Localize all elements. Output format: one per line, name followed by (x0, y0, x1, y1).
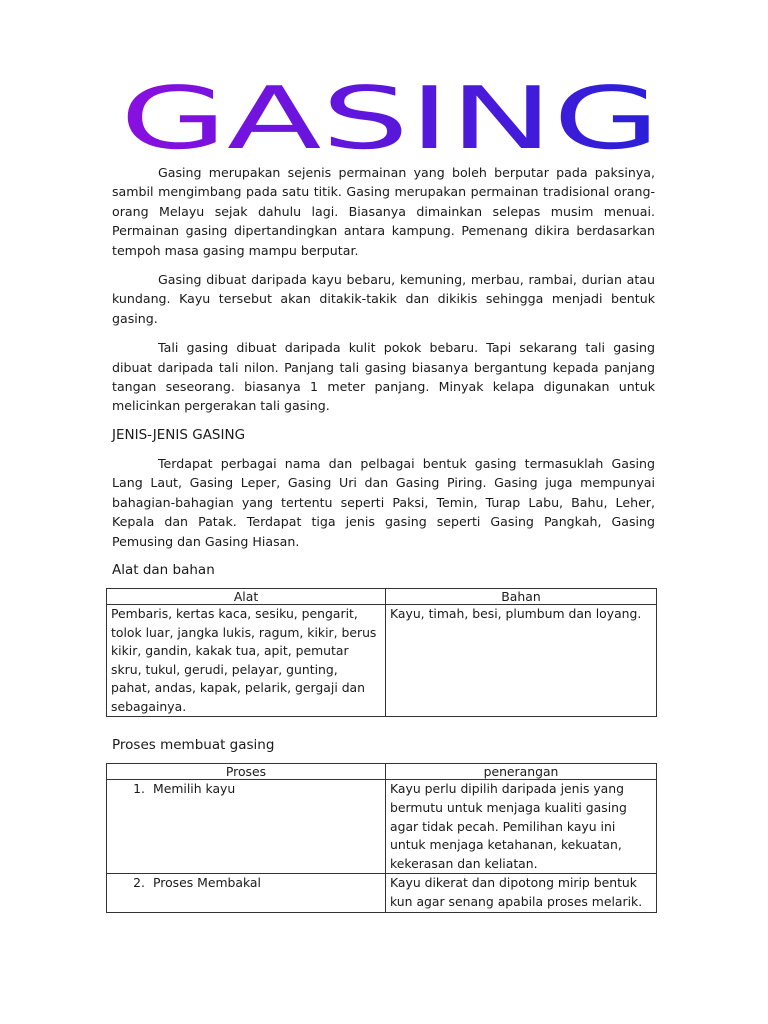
heading-alat-bahan: Alat dan bahan (112, 561, 215, 578)
document-title (110, 78, 670, 168)
document-body (112, 163, 655, 913)
step-label: Memilih kayu (153, 781, 236, 797)
column-header-alat: Alat (107, 588, 386, 604)
heading-proses: Proses membuat gasing (112, 737, 275, 754)
column-header-proses: Proses (107, 764, 386, 780)
proses-table (106, 763, 657, 912)
step-number: 1. (133, 781, 145, 797)
column-header-penerangan: penerangan (386, 764, 657, 780)
paragraph-string: Tali gasing dibuat daripada kulit pokok bebaru. Tapi sekarang tali gasing dibuat daripada tali nilon. Panjang tali gasing biasanya bergantung kepada panjang tangan seseorang. biasanya 1 meter panjang. Minyak kelapa digunakan untuk melicinkan pergerakan tali gasing. (112, 340, 655, 414)
cell-penerangan: Kayu dikerat dan dipotong mirip bentuk kun agar senang apabila proses melarik. (386, 874, 657, 912)
heading-jenis: JENIS-JENIS GASING (112, 426, 246, 443)
table-row (107, 604, 657, 717)
step-number: 2. (133, 875, 145, 891)
cell-bahan: Kayu, timah, besi, plumbum dan loyang. (386, 604, 657, 717)
table-header-row (107, 764, 657, 780)
paragraph-intro: Gasing merupakan sejenis permainan yang boleh berputar pada paksinya, sambil mengimbang pada satu titik. Gasing merupakan permainan tradisional orang-orang Melayu sejak dahulu lagi. Biasanya dimainkan selepas musim menuai. Permainan gasing dipertandingkan antara kampung. Pemenang dikira berdasarkan tempoh masa gasing mampu berputar. (112, 165, 655, 258)
paragraph-material: Gasing dibuat daripada kayu bebaru, kemuning, merbau, rambai, durian atau kundang. Kayu tersebut akan ditakik-takik dan dikikis sehingga menjadi bentuk gasing. (112, 272, 655, 326)
alat-bahan-table (106, 588, 657, 718)
paragraph-jenis: Terdapat perbagai nama dan pelbagai bentuk gasing termasuklah Gasing Lang Laut, Gasing Leper, Gasing Uri dan Gasing Piring. Gasing juga mempunyai bahagian-bahagian yang tertentu seperti Paksi, Temin, Turap Labu, Bahu, Leher, Kepala dan Patak. Terdapat tiga jenis gasing seperti Gasing Pangkah, Gasing Pemusing dan Gasing Hiasan. (112, 455, 655, 549)
title-text: GASING (120, 78, 660, 168)
cell-proses (107, 874, 386, 912)
table-row (107, 780, 657, 874)
table-row (107, 874, 657, 912)
table-header-row (107, 588, 657, 604)
cell-proses (107, 780, 386, 874)
column-header-bahan: Bahan (386, 588, 657, 604)
cell-penerangan: Kayu perlu dipilih daripada jenis yang bermutu untuk menjaga kualiti gasing agar tidak pecah. Pemilihan kayu ini untuk menjaga ketahanan, kekuatan, kekerasan dan keliatan. (386, 780, 657, 874)
step-label: Proses Membakal (153, 875, 261, 891)
cell-alat: Pembaris, kertas kaca, sesiku, pengarit, tolok luar, jangka lukis, ragum, kikir, berus kikir, gandin, kakak tua, apit, pemutar skru, tukul, gerudi, pelayar, gunting, pahat, andas, kapak, pelarik, gergaji dan sebagainya. (107, 604, 386, 717)
